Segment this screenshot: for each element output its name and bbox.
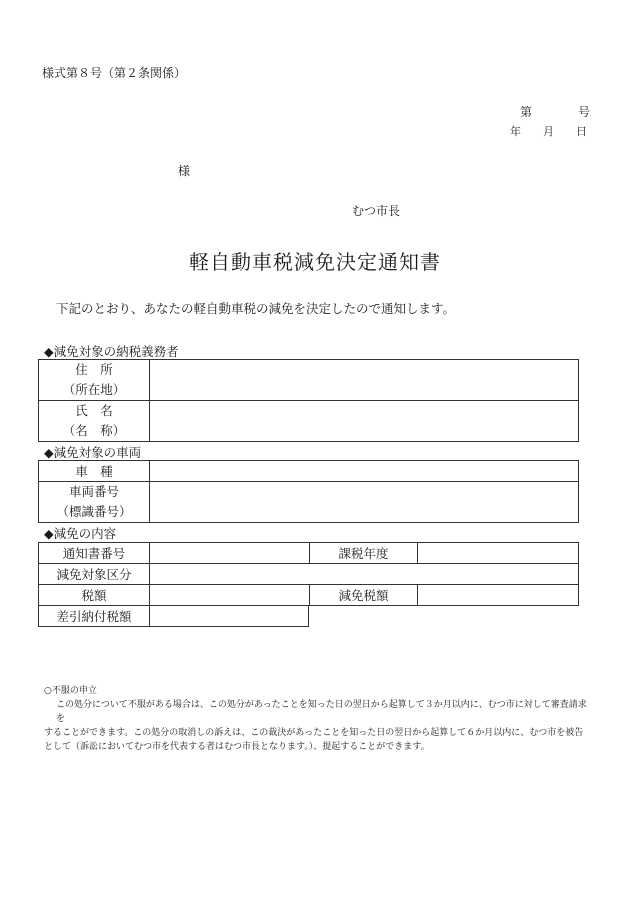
- tax-year-field[interactable]: [418, 543, 579, 564]
- appeal-line-1: この処分について不服がある場合は、この処分があったことを知った日の翌日から起算して３か月以内に、むつ市に対して審査請求を: [56, 700, 587, 724]
- date-month: 月: [543, 125, 554, 138]
- vehicle-number-label: 車両番号 （標識番号）: [39, 482, 150, 523]
- section-vehicle-heading: ◆減免対象の車両: [44, 445, 142, 460]
- name-field[interactable]: [150, 401, 579, 442]
- notice-number-label: 通知書番号: [39, 543, 150, 564]
- net-amount-table: [38, 605, 309, 627]
- category-field[interactable]: [150, 564, 579, 585]
- doc-number-suffix: 号: [578, 105, 591, 119]
- taxpayer-table: [38, 359, 579, 442]
- tax-amount-label: 税額: [39, 585, 150, 606]
- page-title: 軽自動車税減免決定通知書: [189, 250, 441, 274]
- document-number: [520, 103, 590, 120]
- appeal-notice: [44, 684, 594, 754]
- addressee: 様: [178, 164, 191, 178]
- date-year: 年: [510, 125, 521, 138]
- reduced-amount-label: 減免税額: [310, 585, 418, 606]
- tax-amount-field[interactable]: [150, 585, 310, 606]
- name-label: 氏 名 （名 称）: [39, 401, 150, 442]
- vehicle-table: [38, 460, 579, 523]
- appeal-heading: ○不服の申立: [44, 686, 97, 696]
- net-amount-field[interactable]: [150, 606, 309, 627]
- category-label: 減免対象区分: [39, 564, 150, 585]
- vehicle-type-label: 車 種: [39, 461, 150, 482]
- appeal-line-2: することができます。この処分の取消しの訴えは、この裁決があったことを知った日の翌日から起算して６か月以内に、むつ市を被告: [44, 728, 584, 738]
- notice-number-field[interactable]: [150, 543, 310, 564]
- section-taxpayer-heading: ◆減免対象の納税義務者: [44, 344, 179, 359]
- section-reduction-heading: ◆減免の内容: [44, 526, 117, 541]
- address-field[interactable]: [150, 360, 579, 401]
- tax-year-label: 課税年度: [310, 543, 418, 564]
- issuer: むつ市長: [352, 204, 401, 218]
- body-text: 下記のとおり、あなたの軽自動車税の減免を決定したので通知します。: [56, 301, 456, 316]
- reduced-amount-field[interactable]: [418, 585, 579, 606]
- reduction-table: [38, 542, 579, 606]
- date-day: 日: [576, 125, 587, 138]
- form-number: 様式第８号（第２条関係）: [42, 66, 187, 80]
- issue-date: [510, 123, 587, 139]
- doc-number-prefix: 第: [520, 105, 533, 119]
- appeal-line-3: として（訴訟においてむつ市を代表する者はむつ市長となります。）、提起することができます。: [44, 742, 430, 752]
- address-label: 住 所 （所在地）: [39, 360, 150, 401]
- vehicle-type-field[interactable]: [150, 461, 579, 482]
- net-amount-label: 差引納付税額: [39, 606, 150, 627]
- vehicle-number-field[interactable]: [150, 482, 579, 523]
